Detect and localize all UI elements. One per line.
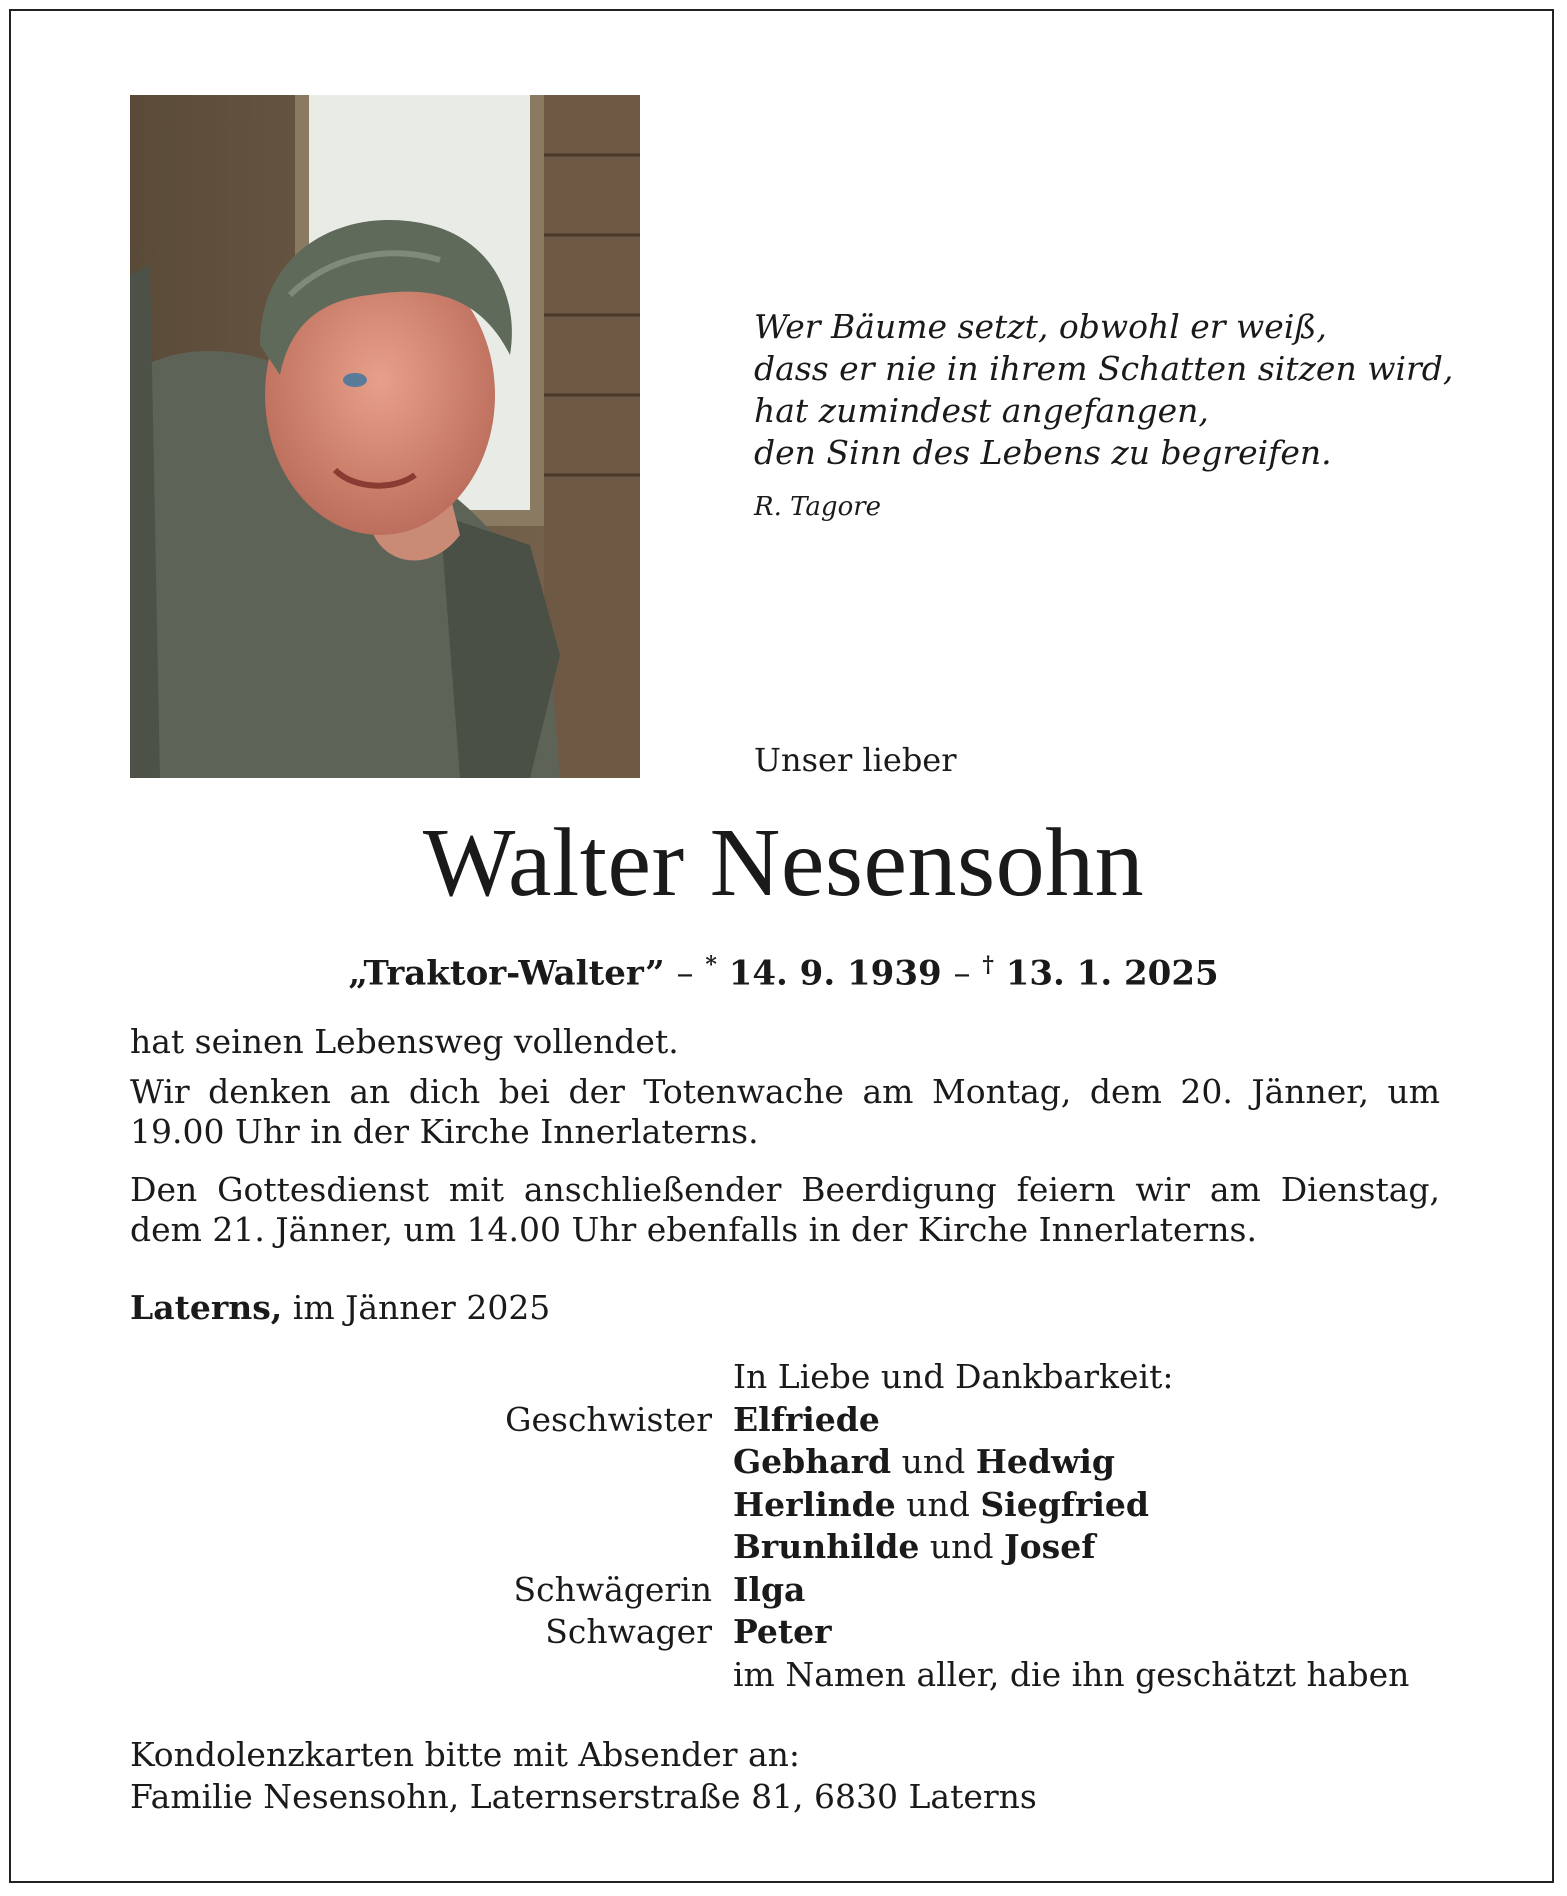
family-member: Herlinde [733,1484,896,1524]
deceased-name: Walter Nesensohn [422,809,1145,917]
condolence-line: Kondolenzkarten bitte mit Absender an: [130,1735,801,1774]
quote-line: hat zumindest angefangen, [754,391,1209,430]
family-heading: In Liebe und Dankbarkeit: [733,1357,1174,1396]
life-dates [0,945,1567,993]
family-row [420,1399,1520,1442]
family-relation: Schwager [545,1612,712,1651]
family-row [420,1611,1520,1654]
intro-text: Unser lieber [754,741,957,779]
death-date: 13. 1. 2025 [1005,953,1219,994]
condolence-address [130,1734,1037,1818]
place-date-text: im Jänner 2025 [292,1288,551,1327]
family-row [420,1526,1520,1569]
condolence-line: Familie Nesensohn, Laternserstraße 81, 6830 Laterns [130,1777,1037,1816]
family-closing-row [420,1654,1520,1697]
family-relation: Geschwister [505,1399,712,1439]
family-member: Peter [733,1612,832,1651]
family-member: Elfriede [733,1399,880,1439]
quote-text [754,306,1453,474]
family-member: Hedwig [975,1442,1116,1481]
place-date [130,1288,550,1328]
family-member: Josef [1004,1527,1096,1566]
birth-date: 14. 9. 1939 [728,953,942,994]
family-member: Brunhilde [733,1527,920,1566]
family-relation [420,1441,733,1484]
family-relation [420,1484,733,1527]
family-member: Gebhard [733,1442,892,1481]
family-relation: Schwägerin [513,1569,712,1609]
family-row [420,1484,1520,1527]
date-separator: – [953,953,971,994]
family-member: Siegfried [980,1484,1149,1524]
birth-symbol: * [705,952,717,978]
family-row [420,1569,1520,1612]
paragraph-wake: Wir denken an dich bei der Totenwache am Montag, dem 20. Jänner, um 19.00 Uhr in der Kirche Innerlaterns. [130,1072,1440,1151]
portrait-photo-icon [130,95,640,778]
quote-author: R. Tagore [754,492,882,522]
death-symbol: † [982,952,994,978]
family-list [420,1356,1520,1696]
date-separator: – [676,953,694,994]
family-closing: im Namen aller, die ihn geschätzt haben [733,1654,1410,1694]
family-member: Ilga [733,1569,806,1609]
portrait-photo [130,95,640,778]
family-row [420,1441,1520,1484]
quote-line: den Sinn des Lebens zu begreifen. [754,433,1332,472]
paragraph-funeral: Den Gottesdienst mit anschließender Beerdigung feiern wir am Dienstag, dem 21. Jänner, um 14.00 Uhr ebenfalls in der Kirche Innerlaterns. [130,1170,1440,1249]
family-heading-row [420,1356,1520,1399]
quote-line: Wer Bäume setzt, obwohl er weiß, [754,307,1327,346]
family-conjunction: und [906,1484,970,1524]
paragraph-passing: hat seinen Lebensweg vollendet. [130,1022,679,1061]
family-relation [420,1526,733,1569]
place-town: Laterns, [130,1288,283,1327]
family-conjunction: und [901,1442,966,1481]
nickname: „Traktor-Walter” [348,953,665,994]
family-conjunction: und [929,1527,994,1566]
quote-line: dass er nie in ihrem Schatten sitzen wird, [754,349,1454,388]
